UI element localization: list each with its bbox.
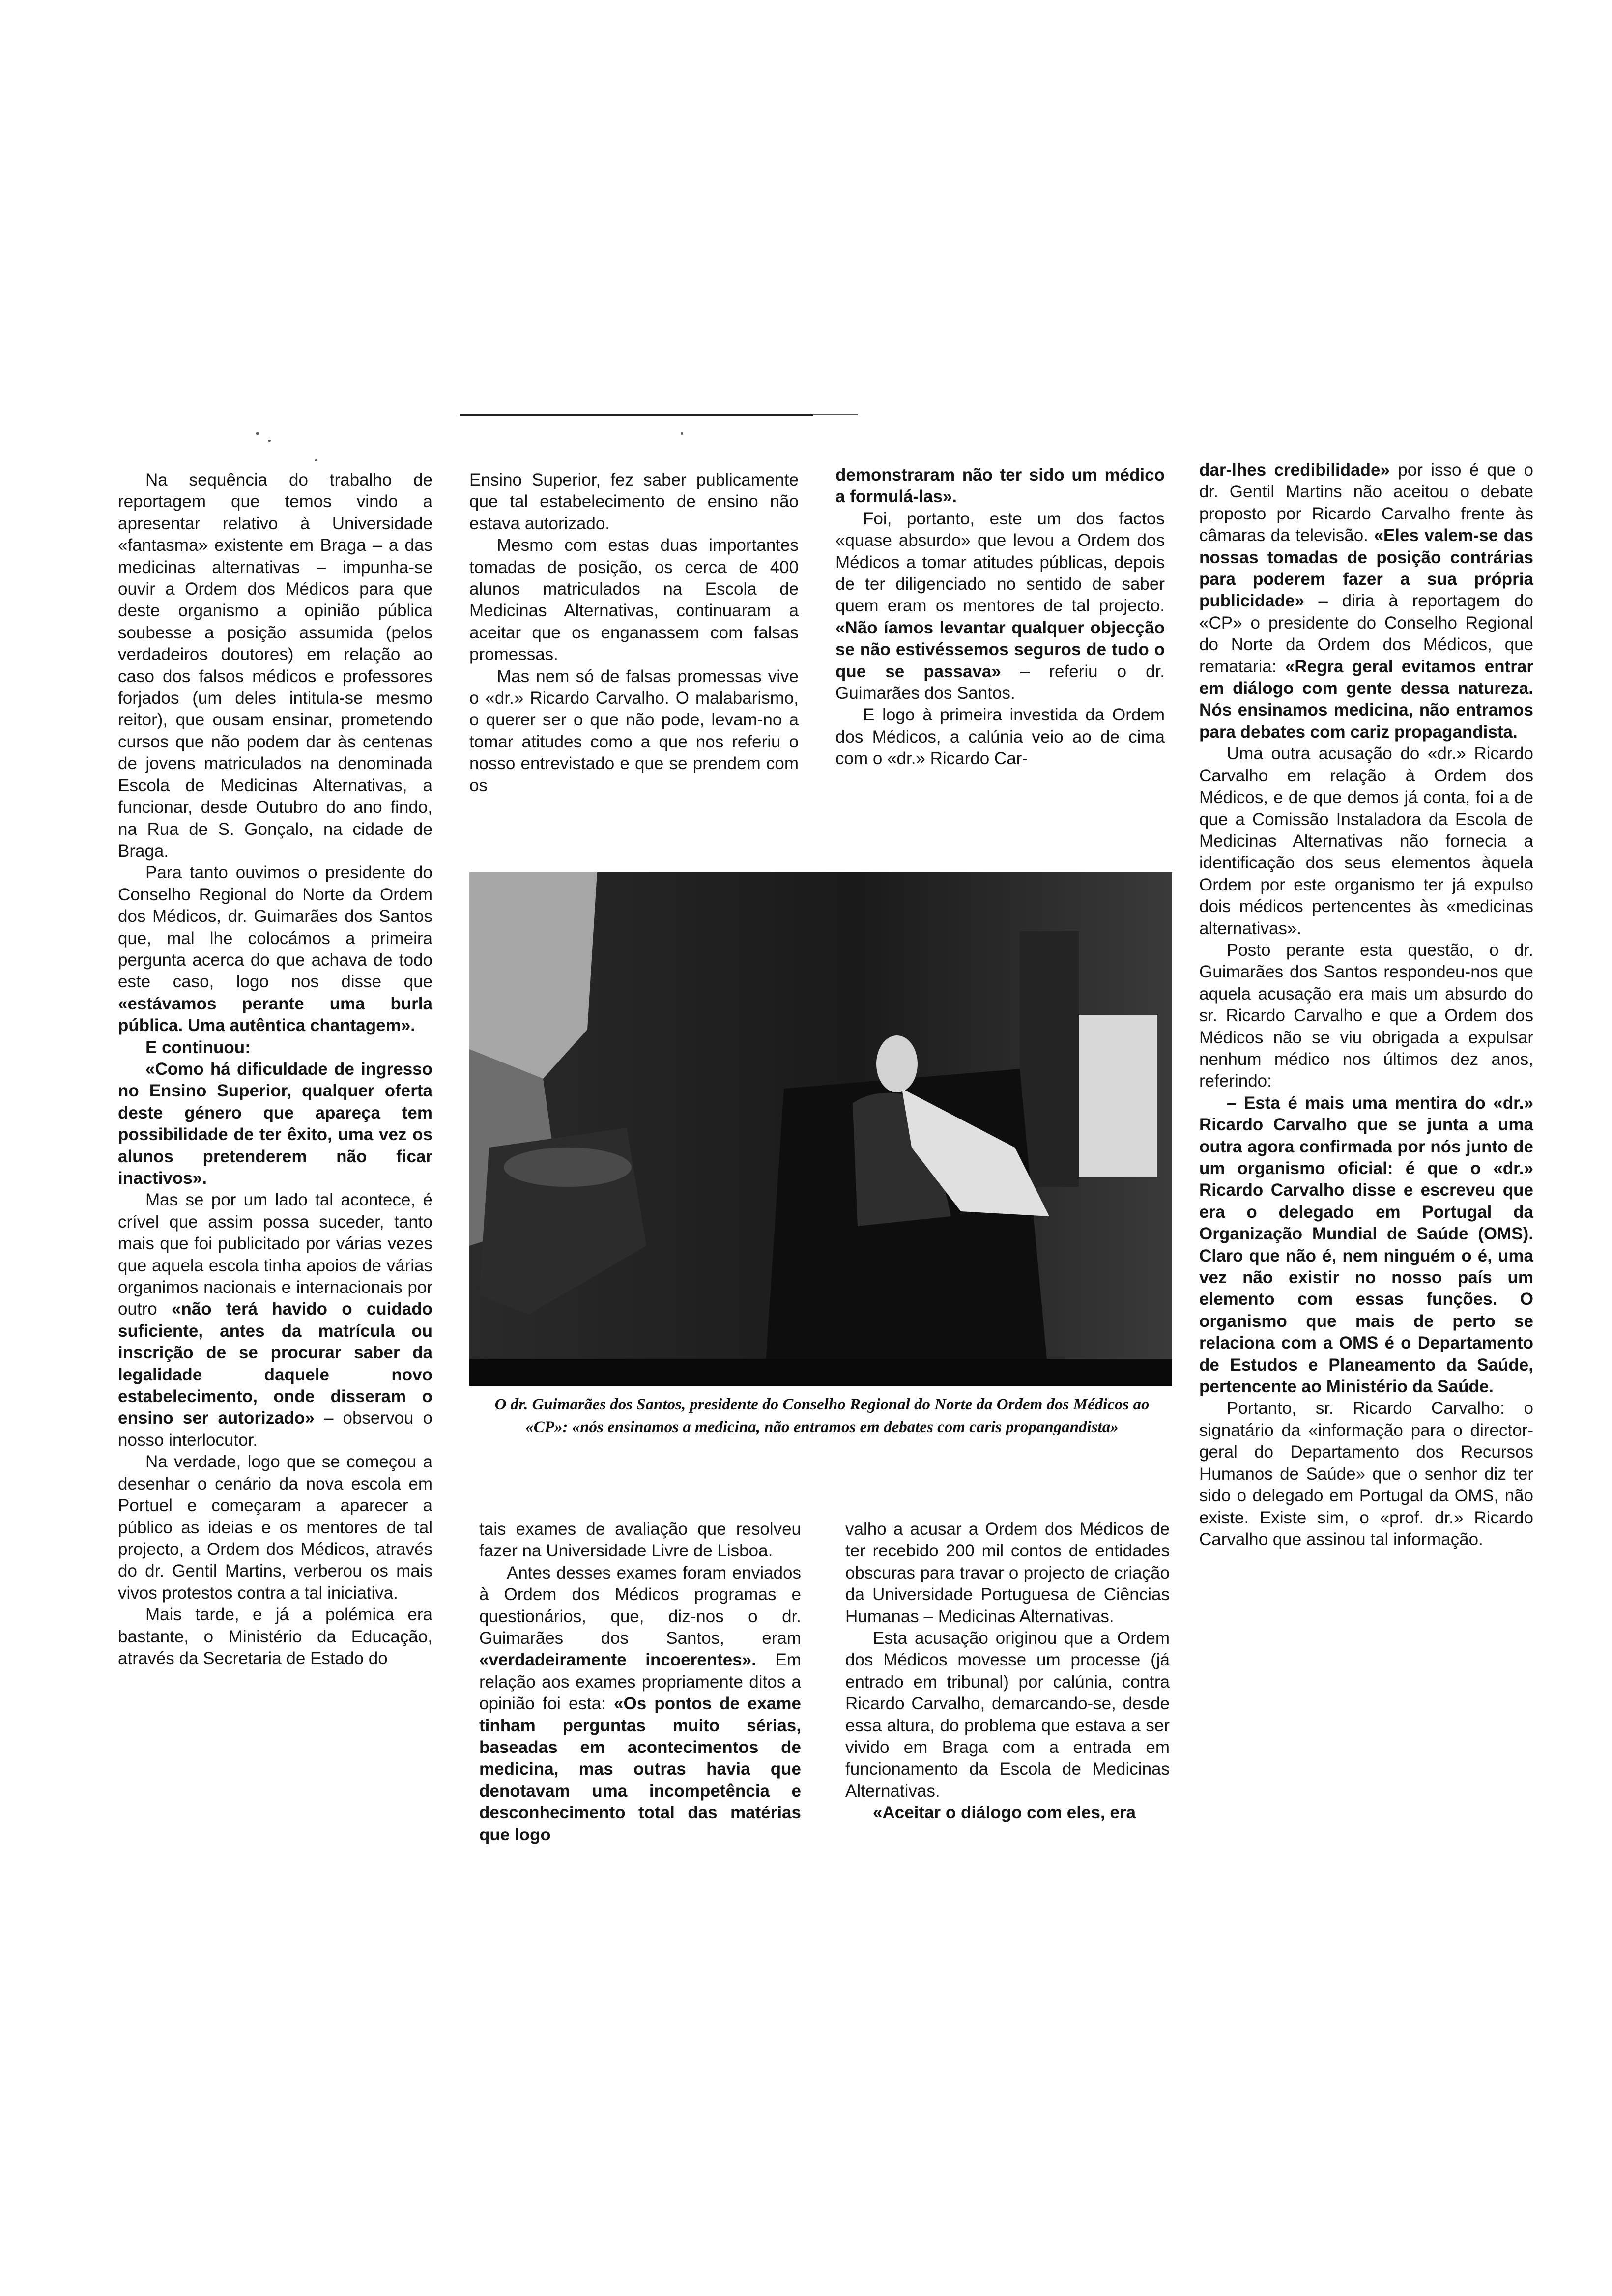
article-column-3-top <box>835 464 1165 770</box>
print-speck <box>681 432 683 435</box>
quote-bold: dar-lhes credibilidade» <box>1199 460 1390 480</box>
table-top <box>504 1148 632 1187</box>
quote-bold: «Eles valem-se das nossas tomadas de posição contrárias para poderem fazer a sua própria publicidade» <box>1199 526 1533 611</box>
quote-bold: «não terá havido o cuidado suficiente, antes da matrícula ou inscrição de se procurar saber da legalidade daquele novo estabelecimento, onde disseram o ensino ser autorizado» <box>118 1299 433 1428</box>
text-run: Foi, portanto, este um dos factos «quase absurdo» que levou a Ordem dos Médicos a tomar atitudes públicas, depois de ter diligenciado no sentido de saber quem eram os mentores de tal projecto. <box>835 509 1165 616</box>
paragraph: tais exames de avaliação que resolveu fazer na Universidade Livre de Lisboa. <box>479 1520 801 1561</box>
paragraph: Esta acusação originou que a Ordem dos Médicos movesse um processe (já entrado em tribunal) por calúnia, contra Ricardo Carvalho, demarcando-se, desde essa altura, do problema que estava a ser vivido em Braga com a entrada em funcionamento da Escola de Medicinas Alternativas. <box>845 1629 1170 1801</box>
shelf <box>1020 931 1079 1187</box>
paragraph: Mesmo com estas duas importantes tomadas de posição, os cerca de 400 alunos matriculados na Escola de Medicinas Alternativas, continuaram a aceitar que os enganassem com falsas promessas. <box>469 536 799 664</box>
quote-bold: «verdadeiramente incoerentes». <box>479 1650 756 1670</box>
quote-bold: E continuou: <box>145 1037 251 1057</box>
article-column-4 <box>1199 459 1533 1550</box>
print-speck <box>268 440 271 442</box>
text-run: Em relação aos exames propriamente ditos a opinião foi esta: <box>479 1650 801 1714</box>
interview-photo <box>469 872 1172 1386</box>
paragraph <box>835 508 1165 705</box>
paragraph: Uma outra acusação do «dr.» Ricardo Carvalho em relação à Ordem dos Médicos, e de que demos já conta, foi a de que a Comissão Instaladora da Escola de Medicinas Alternativas não fornecia a identificação dos seus elementos àquela Ordem por este organismo ter já expulso dois médicos pertencentes às «medicinas alternativas». <box>1199 744 1533 938</box>
person-head <box>876 1035 918 1092</box>
quote-bold: – Esta é mais uma mentira do «dr.» Ricardo Carvalho que se junta a uma outra agora confirmada por nós junto de um organismo oficial: é que o «dr.» Ricardo Carvalho disse e escreveu que era o delegado em Portugal da Organização Mundial de Saúde (OMS). Claro que não é, nem ninguém o é, uma vez não existir no nosso país um elemento com essas funções. O organismo que mais de perto se relaciona com a OMS é o Departamento de Estudos e Planeamento da Saúde, pertencente ao Ministério da Saúde. <box>1199 1093 1533 1397</box>
article-column-2-bottom <box>479 1519 801 1846</box>
paragraph: Posto perante esta questão, o dr. Guimarães dos Santos respondeu-nos que aquela acusação era mais um absurdo do sr. Ricardo Carvalho e que a Ordem dos Médicos não se viu obrigada a expulsar nenhum médico nos últimos dez anos, referindo: <box>1199 940 1533 1091</box>
paragraph <box>118 862 432 1036</box>
paragraph <box>118 1059 432 1189</box>
quote-bold: demonstraram não ter sido um médico a formulá-las». <box>835 465 1165 507</box>
paragraph: Mas nem só de falsas promessas vive o «dr.» Ricardo Carvalho. O malabarismo, o querer ser o que não pode, levam-no a tomar atitudes como a que nos referiu o nosso entrevistado e que se prendem com os <box>469 666 799 795</box>
paragraph: Na verdade, logo que se começou a desenhar o cenário da nova escola em Portuel e começaram a aparecer a público as ideias e os mentores de tal projecto, a Ordem dos Médicos, através do dr. Gentil Martins, verberou os mais vivos protestos contra a tal iniciativa. <box>118 1452 432 1603</box>
quote-bold: «Os pontos de exame tinham perguntas muito sérias, baseadas em acontecimentos de medicina, mas outras havia que denotavam uma incompetência e desconhecimento total das matérias que logo <box>479 1694 801 1844</box>
print-speck <box>256 432 259 435</box>
quote-bold: «Como há dificuldade de ingresso no Ensino Superior, qualquer oferta deste género que apareça tem possibilidade de ter êxito, uma vez os alunos pretenderem não ficar inactivos». <box>118 1059 432 1188</box>
paragraph <box>1199 459 1533 743</box>
article-column-3-bottom <box>845 1519 1170 1824</box>
text-run: por isso é que o dr. Gentil Martins não aceitou o debate proposto por Ricardo Carvalho frente às câmaras da televisão. <box>1199 460 1533 545</box>
text-run: – diria à reportagem do «CP» o presidente do Conselho Regional do Norte da Ordem dos Médicos, que remataria: <box>1199 591 1533 676</box>
paragraph: Mais tarde, e já a polémica era bastante, o Ministério da Educação, através da Secretaria de Estado do <box>118 1605 432 1668</box>
paragraph: Ensino Superior, fez saber publicamente que tal estabelecimento de ensino não estava autorizado. <box>469 470 799 533</box>
text-run: – observou o nosso interlocutor. <box>118 1408 432 1450</box>
print-speck <box>315 459 317 461</box>
paragraph: valho a acusar a Ordem dos Médicos de ter recebido 200 mil contos de entidades obscuras para travar o projecto de criação da Universidade Portuguesa de Ciências Humanas – Medicinas Alternativas. <box>845 1520 1170 1626</box>
top-rule-tail <box>813 414 858 415</box>
text-run: Para tanto ouvimos o presidente do Conselho Regional do Norte da Ordem dos Médicos, dr. Guimarães dos Santos que, mal lhe colocámos a primeira pergunta acerca do que achava de todo este caso, logo nos disse que <box>118 863 432 992</box>
paragraph <box>845 1802 1170 1824</box>
paragraph <box>479 1562 801 1846</box>
right-wall-panel <box>1079 1015 1157 1177</box>
article-column-2-top <box>469 469 799 797</box>
text-run: Mas se por um lado tal acontece, é crível que assim possa suceder, tanto mais que foi publicitado por várias vezes que aquela escola tinha apoios de várias organimos nacionais e internacionais por outro <box>118 1190 432 1319</box>
quote-bold: «estávamos perante uma burla pública. Uma autêntica chantagem». <box>118 994 432 1035</box>
photo-image <box>469 872 1172 1386</box>
text-run: Antes desses exames foram enviados à Ordem dos Médicos programas e questionários, que, diz-nos o dr. Guimarães dos Santos, eram <box>479 1563 801 1648</box>
paragraph <box>118 1189 432 1451</box>
paragraph: E logo à primeira investida da Ordem dos Médicos, a calúnia veio ao de cima com o «dr.» Ricardo Car- <box>835 705 1165 769</box>
quote-bold: «Regra geral evitamos entrar em diálogo com gente dessa natureza. Nós ensinamos medicina, não entramos para debates com cariz propagandista. <box>1199 657 1533 742</box>
paragraph <box>835 464 1165 508</box>
top-rule <box>460 414 813 416</box>
photo-caption: O dr. Guimarães dos Santos, presidente do Conselho Regional do Norte da Ordem dos Médicos ao «CP»: «nós ensinamos a medicina, não entramos em debates com caris propangandista» <box>494 1396 1150 1436</box>
paragraph: Portanto, sr. Ricardo Carvalho: o signatário da «informação para o director-geral do Departamento dos Recursos Humanos de Saúde» que o senhor diz ter sido o delegado em Portugal da OMS, não existe. Existe sim, o «prof. dr.» Ricardo Carvalho que assinou tal informação. <box>1199 1399 1533 1549</box>
paragraph: Na sequência do trabalho de reportagem que temos vindo a apresentar relativo à Universidade «fantasma» existente em Braga – a das medicinas alternativas – impunha-se ouvir a Ordem dos Médicos para que deste organismo a opinião pública soubesse a posição assumida (pelos verdadeiros doutores) em relação ao caso dos falsos médicos e professores forjados (um deles intitula-se mesmo reitor), que ousam ensinar, prometendo cursos que não podem dar às centenas de jovens matriculados na denominada Escola de Medicinas Alternativas, a funcionar, desde Outubro do ano findo, na Rua de S. Gonçalo, na cidade de Braga. <box>118 470 432 861</box>
quote-bold: «Não íamos levantar qualquer objecção se não estivéssemos seguros de tudo o que se passava» <box>835 618 1165 681</box>
article-column-1 <box>118 469 432 1669</box>
paragraph <box>1199 1092 1533 1398</box>
text-run: – referiu o dr. Guimarães dos Santos. <box>835 661 1165 703</box>
floor <box>469 1359 1172 1386</box>
paragraph <box>118 1037 432 1059</box>
quote-bold: «Aceitar o diálogo com eles, era <box>873 1803 1136 1823</box>
